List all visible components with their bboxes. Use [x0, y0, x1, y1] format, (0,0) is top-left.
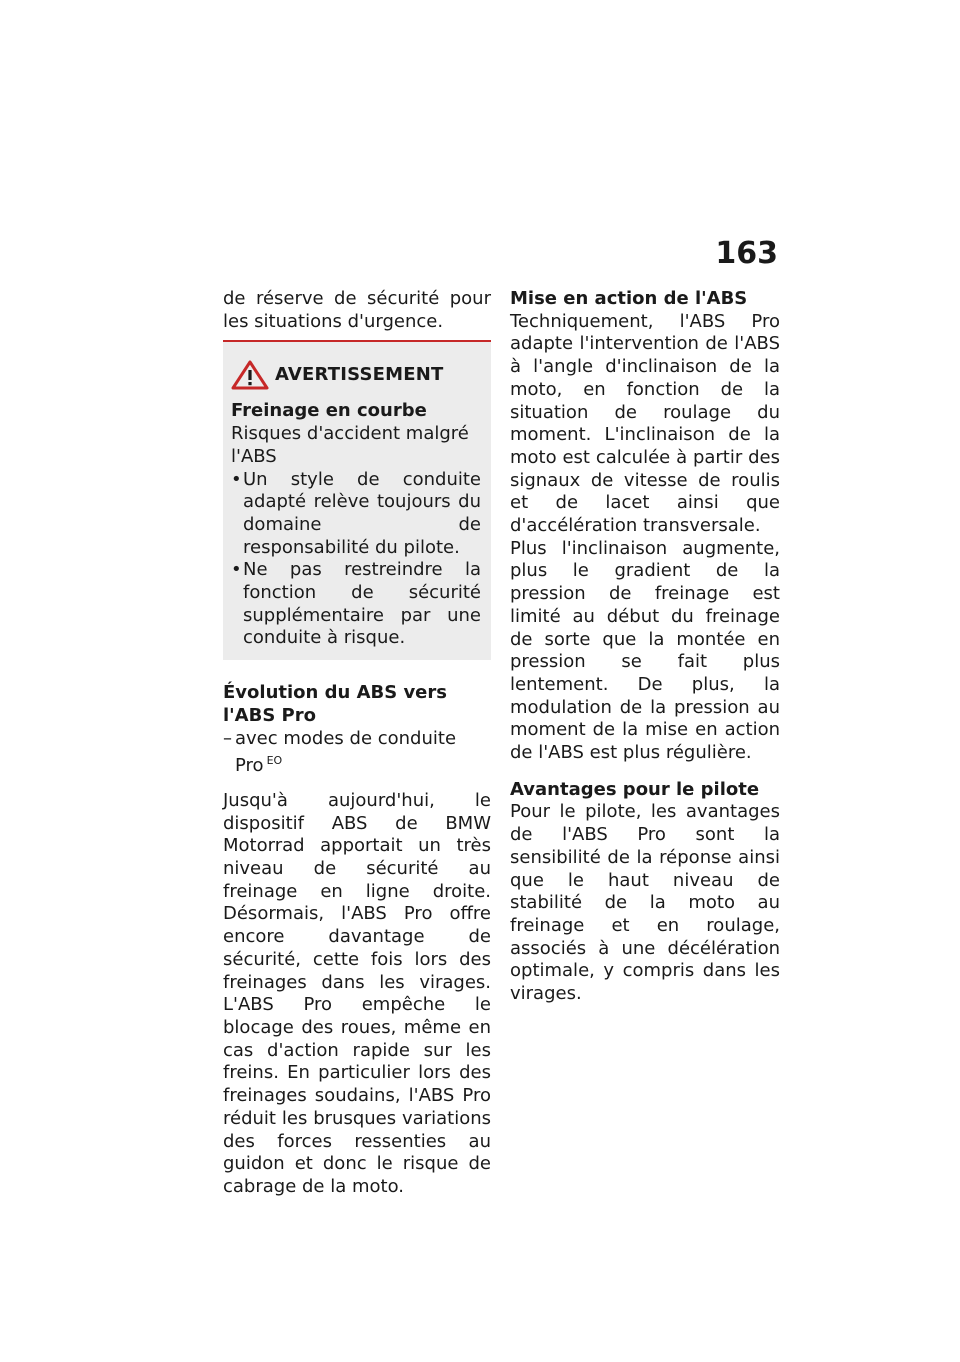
bullet-dot: • — [231, 559, 242, 581]
section-heading: Avantages pour le pilote — [510, 778, 760, 800]
warning-title: AVERTISSEMENT — [275, 364, 444, 386]
subtitle-label: avec modes de conduite Pro — [235, 727, 457, 777]
warning-bullet — [231, 559, 481, 650]
warning-bullet-text: Ne pas restreindre la fonction de sécurité supplémentaire par une conduite à risque. — [243, 559, 481, 649]
section-paragraph: Plus l'inclinaison augmente, plus le gradient de la pression de freinage est limité au début du freinage de sorte que la montée en pression se fait plus lentement. De plus, la modulation de la pression au moment de la mise en action de l'ABS est plus régulière. — [510, 537, 780, 764]
subtitle-dash: – — [223, 727, 232, 749]
left-column — [223, 288, 491, 1199]
subtitle-text — [235, 728, 491, 778]
section-subtitle — [223, 728, 491, 778]
subtitle-tag: EO — [266, 754, 283, 768]
warning-box — [223, 342, 491, 660]
warning-subtitle: Freinage en courbe — [231, 400, 427, 422]
section-paragraph: Techniquement, l'ABS Pro adapte l'intervention de l'ABS à l'angle d'inclinaison de la moto, en fonction de la situation de roulage du moment. L'inclinaison de la moto est calculée à partir des signaux de vitesse de roulis et de lacet ainsi que d'accélération transversale. — [510, 310, 780, 537]
bullet-dot: • — [231, 468, 242, 490]
warning-header — [231, 360, 481, 390]
right-column — [510, 288, 780, 1006]
section-body: Jusqu'à aujourd'hui, le dispositif ABS de BMW Motorrad apportait un très niveau de sécurité au freinage en ligne droite. Désormais, l'ABS Pro offre encore davantage de sécurité, cette fois lors des freinages dans les virages. L'ABS Pro empêche le blocage des roues, même en cas d'action rapide sur les freins. En particulier lors des freinages soudains, l'ABS Pro réduit les brusques variations des forces ressenties au guidon et donc le risque de cabrage de la moto. — [223, 789, 491, 1197]
warning-bullet-text: Un style de conduite adapté relève toujours du domaine de responsabilité du pilote. — [243, 468, 481, 558]
section-heading: Évolution du ABS vers l'ABS Pro — [223, 682, 447, 726]
warning-bullet — [231, 469, 481, 560]
warning-description: Risques d'accident malgré l'ABS — [231, 423, 469, 467]
section-paragraph: Pour le pilote, les avantages de l'ABS Pro sont la sensibilité de la réponse ainsi que le haut niveau de stabilité de la moto au freinage et en roulage, associés à une décélération optimale, y compris dans les virages. — [510, 801, 780, 1005]
intro-text: de réserve de sécurité pour les situations d'urgence. — [223, 288, 491, 332]
page-number: 163 — [715, 236, 778, 271]
section-heading: Mise en action de l'ABS — [510, 288, 748, 309]
warning-triangle-icon — [231, 360, 269, 390]
